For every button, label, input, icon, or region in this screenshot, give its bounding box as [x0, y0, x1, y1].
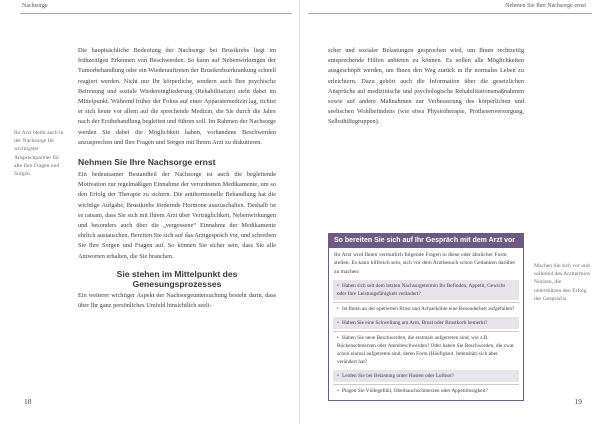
bullet-icon: •	[337, 320, 339, 327]
margin-note-right: Machen Sie sich vor und während des Arzttermins Notizen, die unterstützen den Erfolg des Gesprächs.	[534, 263, 590, 302]
bullet-icon: •	[337, 283, 339, 290]
section-heading: Nehmen Sie Ihre Nachsorge ernst	[78, 157, 216, 168]
running-head-right: Nehmen Sie Ihre Nachsorge ernst	[505, 3, 586, 9]
paragraph: Ein bedeutsamer Bestandteil der Nachsorge ist auch die begleitende Motivation zur regelmäßigen Einnahme der verordneten Medikamente, um so den Erfolg der Therapie zu sichern. Die antihormonelle Behandlung hat die wichtige Aufgabe, Brustkrebs fördernde Hormone auszuschalten. Deshalb ist es ratsam, dass Sie sich mit Ihrem Arzt über Verträglichkeit, Nebenwirkungen und besonders auch über die „vergessene“ Einnahme der Medikamente ehrlich austauschen. Bereiten Sie sich auf das Arztgespräch vor, und schreiben Sie Ihre Sorgen und Fragen auf. So können Sie sicher sein, dass Sie alle Antworten erhalten, die Sie brauchen.	[78, 171, 276, 260]
checklist-title: So bereiten Sie sich auf Ihr Gespräch mit dem Arzt vor	[329, 234, 523, 248]
bullet-icon: •	[337, 335, 339, 342]
checklist-question: • Haben Sie neue Beschwerden, die erstmals aufgetreten sind, wie z.B. Rückenschmerzen oder Atembeschwerden? Oder haben Sie Beschwerden, die zwar schon einmal aufgetreten sind, deren Form (Häufigkeit, Intensität) sich aber verändert hat?	[333, 331, 519, 368]
checklist-question: • Haben Sie eine Schwellung am Arm, Brust oder Brustkorb bemerkt?	[333, 317, 519, 329]
paragraph: scher und sozialer Belastungen gesprochen wird, um Ihnen rechtzeitig entsprechende Hilfen anbieten zu können. Es sollen alle Möglichkeiten ausgeschöpft werden, um Ihnen den Weg zurück in Ihr normales Leben zu erleichtern. Dazu gehört auch die Information über die gesetzlichen Ansprüche auf medizinische und psychologische Rehabilitationsmaßnahmen sowie auf andere Maßnahmen zur Verbesserung des körperlichen und seelischen Wohlbefindens (wie etwa Physiotherapie, Prothesenversorgung, Selbsthilfegruppen).	[328, 47, 524, 126]
bullet-icon: •	[337, 306, 339, 313]
checklist-question: • Leiden Sie bei Belastung unter Husten oder Luftnot?	[333, 370, 519, 382]
bullet-icon: •	[337, 388, 339, 395]
checklist-question: • Haben sich seit dem letzten Nachsorgetermin Ihr Befinden, Appetit, Gewicht oder Ihre Leistungsfähigkeit verändert?	[333, 280, 519, 300]
checklist-question: • Ist Ihnen an der operierten Brust und Achselhöhle eine Besonderheit aufgefallen?	[333, 302, 519, 315]
running-head-left: Nachsorge	[22, 3, 48, 9]
page-number-right: 19	[574, 397, 582, 406]
checklist-intro: Ihr Arzt wird Ihnen vermutlich folgende Fragen in diese oder ähnlicher Form stellen. Es kann hilfreich sein, sich vor dem Arztbesuch schon Gedanken darüber zu machen:	[334, 252, 516, 275]
header-rule-right	[308, 13, 592, 14]
checklist-box	[328, 233, 524, 401]
margin-note-left: Ihr Arzt bleibt auch in der Nachsorge Ihr wichtigster Ansprechpartner für alle Ihre Fragen und Sorgen.	[14, 130, 64, 178]
page-number-left: 18	[24, 397, 32, 406]
right-text-column	[328, 46, 524, 128]
paragraph: Ein weiterer wichtiger Aspekt der Nachsorgeuntersuchung besteht darin, dass über Ihr ganz persönliches Umfeld hinsichtlich seeli-	[78, 291, 276, 310]
header-rule-left	[20, 13, 292, 14]
bullet-icon: •	[337, 373, 339, 380]
checklist-question: • Plagen Sie Völlegefühl, Oberbauchschmerzen oder Appetitlosigkeit?	[333, 384, 519, 397]
section-heading: Sie stehen im Mittelpunkt des Genesungsprozesses	[116, 268, 238, 289]
left-text-column	[78, 46, 276, 311]
paragraph: Die hauptsächliche Bedeutung der Nachsorge bei Brustkrebs liegt im frühzeitigen Erkennen von Beschwerden. So kann auf Nebenwirkungen der Tumorbehandlung oder ein Wiederauftreten der Brustkrebserkrankung schnell reagiert werden. Nicht nur Ihr körperliche, sondern auch Ihre psychische Betreuung und soziale Wiedereingliederung (Rehabilitation) steht dabei im Mittelpunkt. Während früher der Fokus auf einer Apparatemedizin lag, richtet er sich heute vor allem auf die sprechende Medizin, die Sie durch die Jahre nach der Erstbehandlung begleiten und führen soll. Im Rahmen der Nachsorge werden Sie dabei die Möglichkeit haben, vorhandene Beschwerden anzusprechen und Ihre Fragen und Sorgen mit Ihrem Arzt zu diskutieren.	[78, 47, 276, 146]
